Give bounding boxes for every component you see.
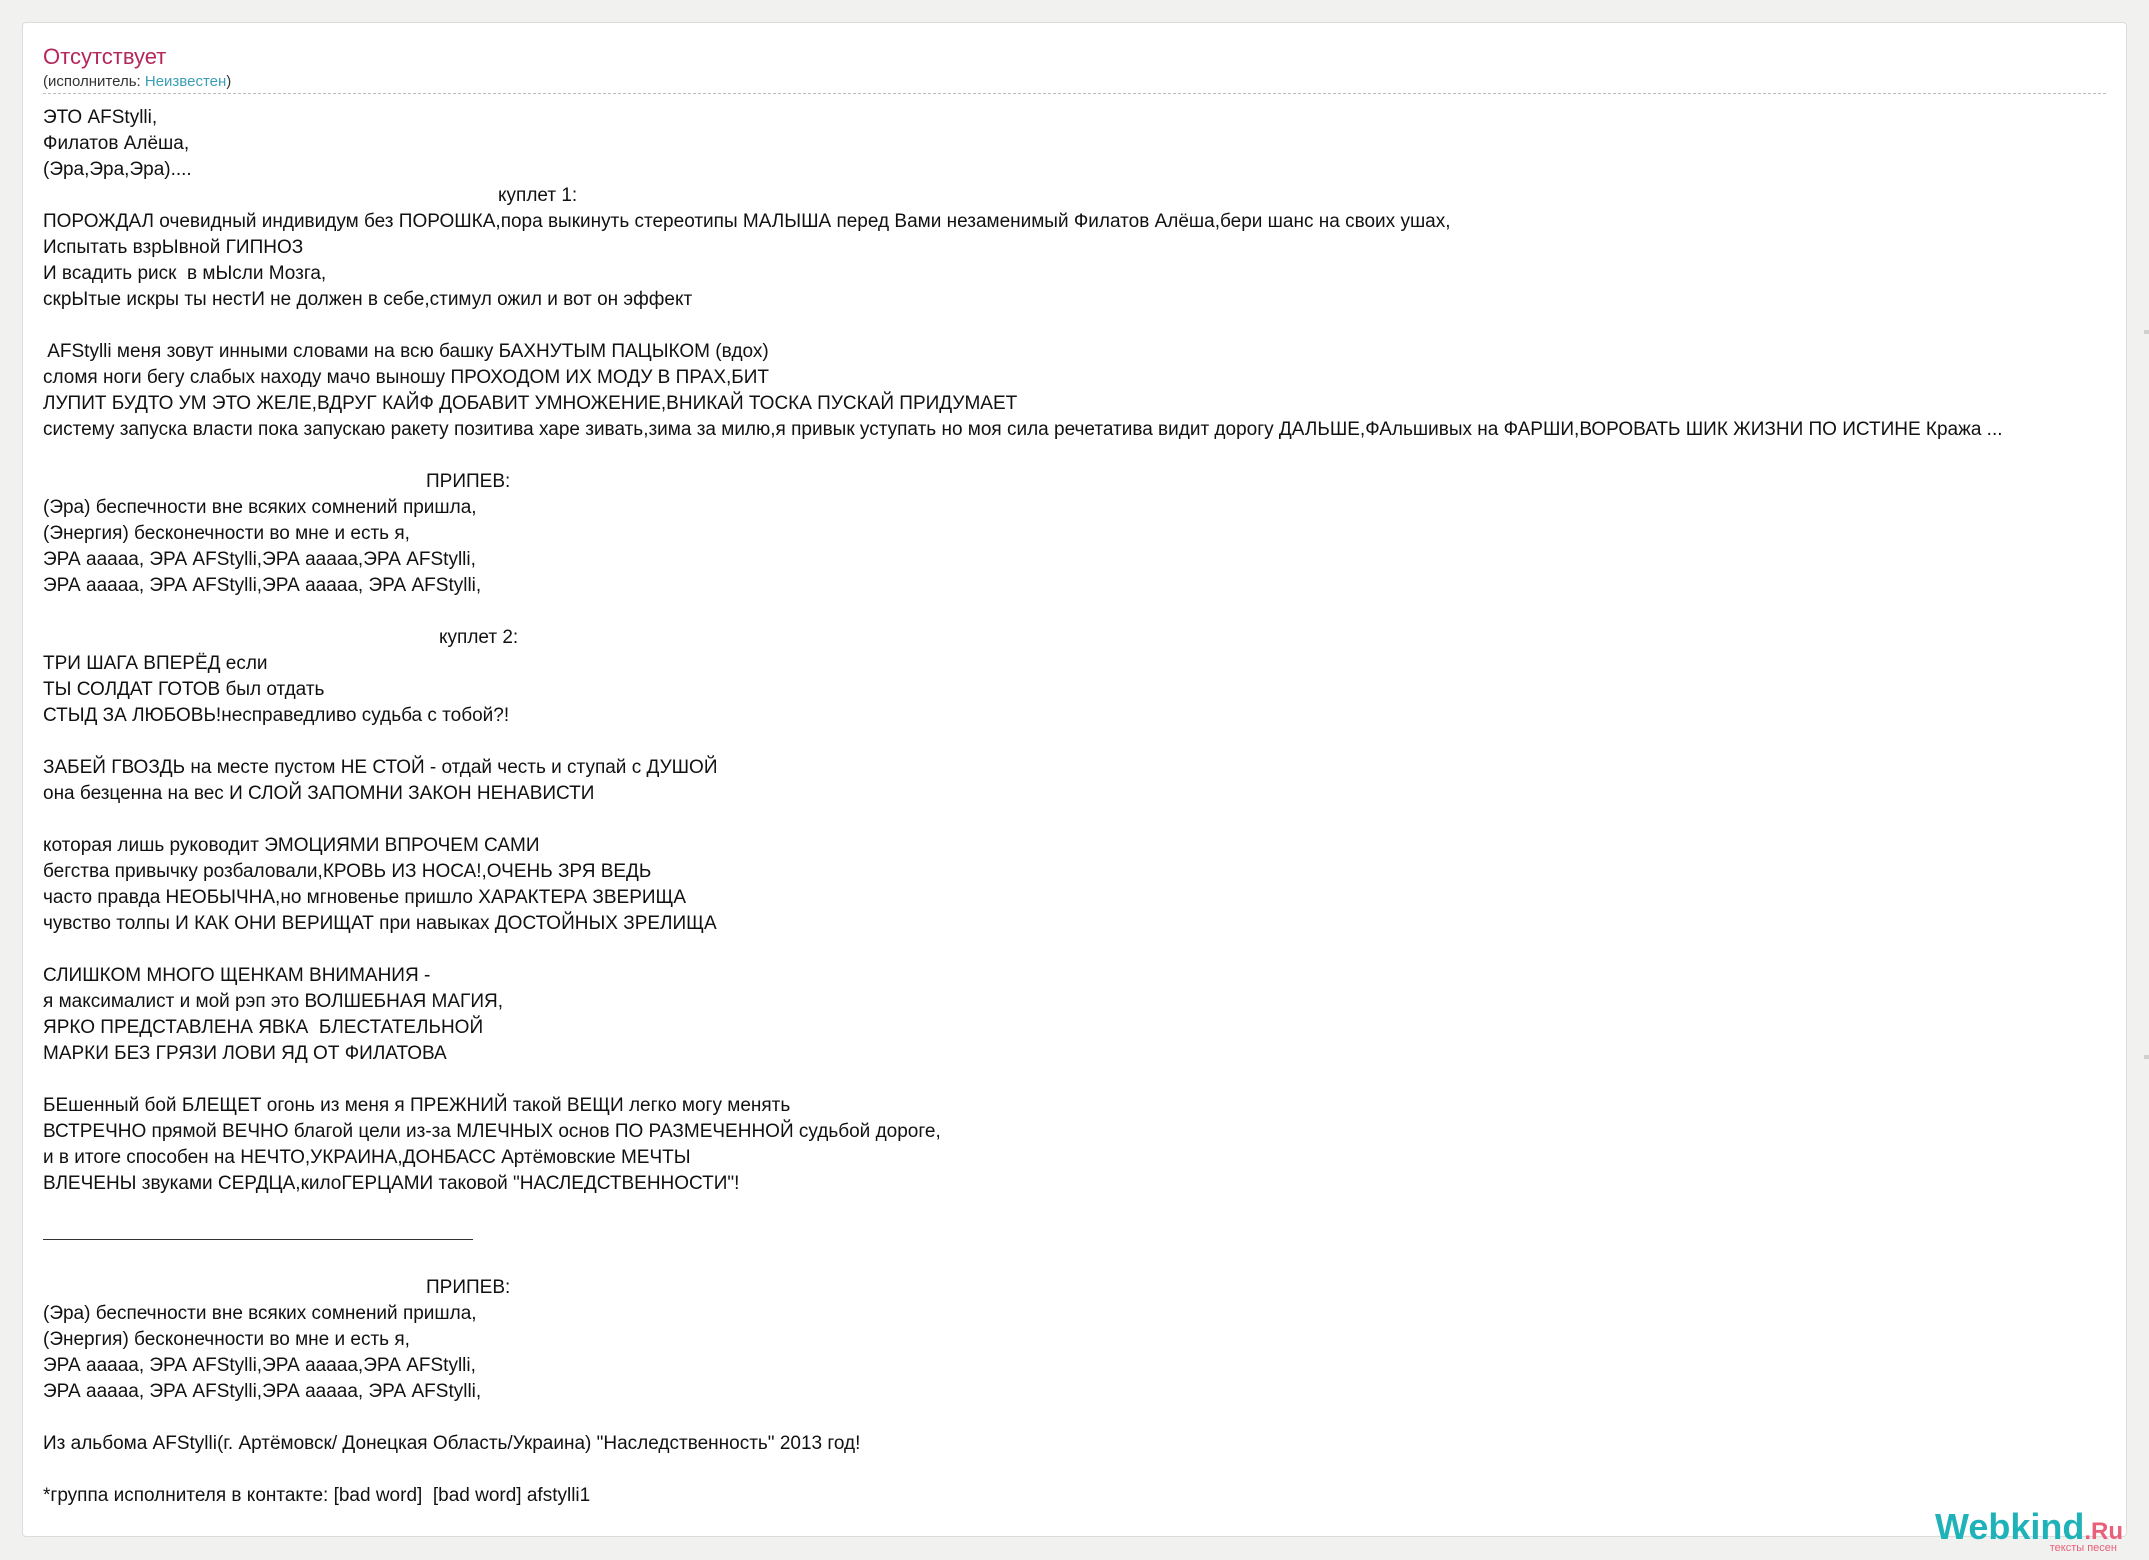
- lyric-line: ВЛЕЧЕНЫ звуками СЕРДЦА,килоГЕРЦАМИ таковой "НАСЛЕДСТВЕННОСТИ"!: [43, 1173, 740, 1194]
- lyric-line: сломя ноги бегу слабых находу мачо выношу ПРОХОДОМ ИХ МОДУ В ПРАХ,БИТ: [43, 367, 770, 388]
- lyric-line: (Эра) беспечности вне всяких сомнений пришла,: [43, 1303, 477, 1324]
- blank-line: [43, 1249, 2108, 1275]
- lyric-line: ЭРА ааааа, ЭРА AFStylli,ЭРА ааааа, ЭРА AFStylli,: [43, 575, 482, 596]
- song-title: Отсутствует: [43, 44, 167, 69]
- blank-line: [43, 313, 2108, 339]
- lyric-line: ТЫ СОЛДАТ ГОТОВ был отдать: [43, 679, 325, 700]
- lyric-line: ЭРА ааааа, ЭРА AFStylli,ЭРА ааааа, ЭРА AFStylli,: [43, 1381, 482, 1402]
- blank-line: [43, 807, 2108, 833]
- webkind-logo[interactable]: [1934, 1506, 2123, 1554]
- lyrics-card: [22, 22, 2127, 1537]
- lyric-line: ЭРА ааааа, ЭРА AFStylli,ЭРА ааааа,ЭРА AFStylli,: [43, 1355, 476, 1376]
- lyric-line: БЕшенный бой БЛЕЩЕТ огонь из меня я ПРЕЖНИЙ такой ВЕЩИ легко могу менять: [43, 1095, 791, 1116]
- lyric-line: (Эра,Эра,Эра)....: [43, 159, 192, 180]
- title-separator: [43, 93, 2106, 94]
- brand-tld: .Ru: [2084, 1518, 2123, 1545]
- lyrics-body: [43, 105, 2108, 1509]
- blank-line: [43, 1197, 2108, 1223]
- artist-suffix: ): [226, 73, 232, 90]
- lyric-line: (Эра) беспечности вне всяких сомнений пришла,: [43, 497, 477, 518]
- lyric-line: ЭТО AFStylli,: [43, 107, 158, 128]
- blank-line: [43, 1405, 2108, 1431]
- artist-line: [43, 73, 231, 91]
- section-heading: куплет 2:: [439, 627, 519, 648]
- lyric-line: ЛУПИТ БУДТО УМ ЭТО ЖЕЛЕ,ВДРУГ КАЙФ ДОБАВИТ УМНОЖЕНИЕ,ВНИКАЙ ТОСКА ПУСКАЙ ПРИДУМАЕТ: [43, 393, 1018, 414]
- section-heading: куплет 1:: [498, 185, 578, 206]
- scroll-mark-lower: [2144, 1055, 2149, 1059]
- section-heading: ПРИПЕВ:: [426, 1277, 511, 1298]
- rule-stroke: [43, 1239, 473, 1240]
- blank-line: [43, 937, 2108, 963]
- lyric-line: МАРКИ БЕЗ ГРЯЗИ ЛОВИ ЯД ОТ ФИЛАТОВА: [43, 1043, 447, 1064]
- lyric-line: ТРИ ШАГА ВПЕРЁД если: [43, 653, 268, 674]
- horizontal-rule: [43, 1223, 2108, 1249]
- lyric-line: ВСТРЕЧНО прямой ВЕЧНО благой цели из-за МЛЕЧНЫХ основ ПО РАЗМЕЧЕННОЙ судьбой дороге,: [43, 1121, 941, 1142]
- lyric-line: AFStylli меня зовут инными словами на всю башку БАХНУТЫМ ПАЦЫКОМ (вдох): [43, 341, 769, 362]
- lyric-line: СЛИШКОМ МНОГО ЩЕНКАМ ВНИМАНИЯ -: [43, 965, 431, 986]
- lyric-line: Из альбома AFStylli(г. Артёмовск/ Донецкая Область/Украина) "Наследственность" 2013 год!: [43, 1433, 861, 1454]
- lyric-line: систему запуска власти пока запускаю ракету позитива харе зивать,зима за милю,я привык уступать но моя сила речетатива видит дорогу ДАЛЬШЕ,ФАльшивых на ФАРШИ,ВОРОВАТЬ ШИК ЖИЗНИ ПО ИСТИНЕ Кража ...: [43, 419, 2003, 440]
- lyric-line: И всадить риск в мЫсли Мозга,: [43, 263, 327, 284]
- lyric-line: *группа исполнителя в контакте: [bad word] [bad word] afstylli1: [43, 1485, 591, 1506]
- lyric-line: Испытать взрЫвной ГИПНОЗ: [43, 237, 304, 258]
- lyric-line: ПОРОЖДАЛ очевидный индивидум без ПОРОШКА,пора выкинуть стереотипы МАЛЫША перед Вами незаменимый Филатов Алёша,бери шанс на своих ушах,: [43, 211, 1451, 232]
- lyric-line: часто правда НЕОБЫЧНА,но мгновенье пришло ХАРАКТЕРА ЗВЕРИЩА: [43, 887, 687, 908]
- lyric-line: СТЫД ЗА ЛЮБОВЬ!несправедливо судьба с тобой?!: [43, 705, 510, 726]
- lyric-line: и в итоге способен на НЕЧТО,УКРАИНА,ДОНБАСС Артёмовские МЕЧТЫ: [43, 1147, 691, 1168]
- blank-line: [43, 1457, 2108, 1483]
- blank-line: [43, 599, 2108, 625]
- lyric-line: которая лишь руководит ЭМОЦИЯМИ ВПРОЧЕМ САМИ: [43, 835, 540, 856]
- lyric-line: (Энергия) бесконечности во мне и есть я,: [43, 1329, 410, 1350]
- blank-line: [43, 729, 2108, 755]
- lyric-line: скрЫтые искры ты нестИ не должен в себе,стимул ожил и вот он эффект: [43, 289, 693, 310]
- artist-link[interactable]: Неизвестен: [144, 73, 227, 90]
- brand-tagline: тексты песен: [2049, 1542, 2117, 1554]
- blank-line: [43, 1067, 2108, 1093]
- blank-line: [43, 443, 2108, 469]
- artist-prefix: (исполнитель:: [43, 73, 145, 90]
- lyric-line: она безценна на вес И СЛОЙ ЗАПОМНИ ЗАКОН НЕНАВИСТИ: [43, 783, 595, 804]
- lyric-line: ЯРКО ПРЕДСТАВЛЕНА ЯВКА БЛЕСТАТЕЛЬНОЙ: [43, 1017, 484, 1038]
- lyric-line: ЭРА ааааа, ЭРА AFStylli,ЭРА ааааа,ЭРА AFStylli,: [43, 549, 476, 570]
- scroll-mark-upper: [2144, 330, 2149, 334]
- lyric-line: Филатов Алёша,: [43, 133, 190, 154]
- brand-name: Webkind: [1934, 1506, 2085, 1547]
- lyric-line: чувство толпы И КАК ОНИ ВЕРИЩАТ при навыках ДОСТОЙНЫХ ЗРЕЛИЩА: [43, 913, 717, 934]
- lyric-line: я максималист и мой рэп это ВОЛШЕБНАЯ МАГИЯ,: [43, 991, 503, 1012]
- lyric-line: ЗАБЕЙ ГВОЗДЬ на месте пустом НЕ СТОЙ - отдай честь и ступай с ДУШОЙ: [43, 757, 718, 778]
- lyric-line: (Энергия) бесконечности во мне и есть я,: [43, 523, 410, 544]
- lyric-line: бегства привычку розбаловали,КРОВЬ ИЗ НОСА!,ОЧЕНЬ ЗРЯ ВЕДЬ: [43, 861, 652, 882]
- section-heading: ПРИПЕВ:: [426, 471, 511, 492]
